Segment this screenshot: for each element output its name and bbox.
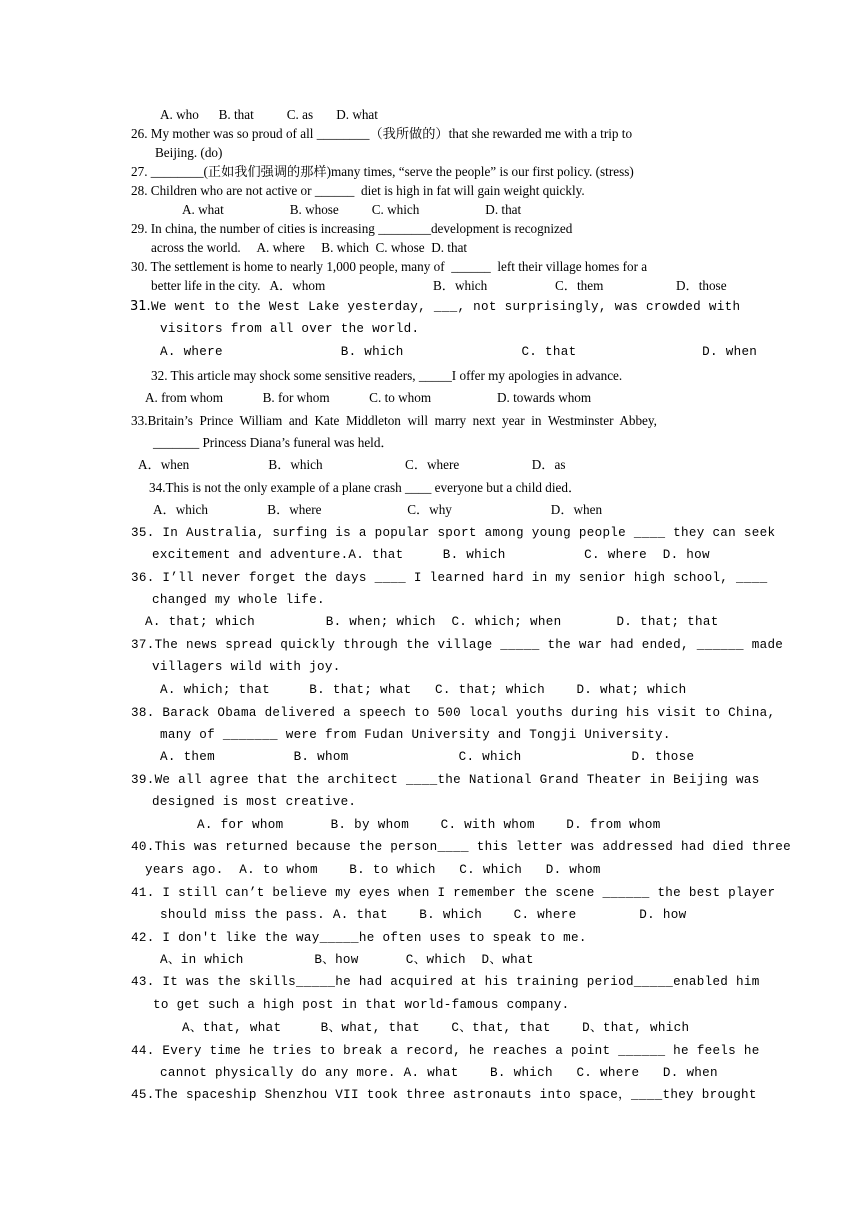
q28-options: A. what B. whose C. which D. that bbox=[182, 202, 522, 217]
question-43-cont: to get such a high post in that world-famous company. bbox=[153, 998, 570, 1012]
question-38: 38. Barack Obama delivered a speech to 500 local youths during his visit to China, bbox=[131, 706, 776, 720]
question-27: 27. ________(正如我们强调的那样)many times, “serve the people” is our first policy. (stress) bbox=[131, 164, 634, 179]
question-33: 33.Britain’s Prince William and Kate Middleton will marry next year in Westminster Abbey, bbox=[131, 413, 657, 428]
q25-options: A. who B. that C. as D. what bbox=[160, 107, 378, 122]
question-32: 32. This article may shock some sensitive readers, _____I offer my apologies in advance. bbox=[151, 368, 623, 383]
question-31-cont: visitors from all over the world. bbox=[160, 322, 420, 336]
question-40-cont: years ago. A. to whom B. to which C. which D. whom bbox=[145, 863, 601, 877]
question-30-cont: better life in the city. A．whom bbox=[151, 278, 326, 293]
question-43: 43. It was the skills_____he had acquired at his training period_____enabled him bbox=[131, 975, 760, 989]
question-31: We went to the West Lake yesterday, ___, not surprisingly, was crowded with bbox=[151, 300, 741, 314]
question-31-number: 31. bbox=[130, 299, 151, 314]
question-30: 30. The settlement is home to nearly 1,000 people, many of ______ left their village homes for a bbox=[131, 259, 648, 274]
q30-option-c: C．them bbox=[555, 278, 604, 293]
question-45: 45.The spaceship Shenzhou VII took three astronauts into space，____they brought bbox=[131, 1088, 757, 1102]
q37-options: A. which; that B. that; what C. that; which D. what; which bbox=[160, 683, 687, 697]
q30-option-b: B．which bbox=[433, 278, 488, 293]
q33-options: A．when B．which C．where D．as bbox=[138, 457, 566, 472]
question-44-cont: cannot physically do any more. A. what B. which C. where D. when bbox=[160, 1066, 718, 1080]
question-29: 29. In china, the number of cities is increasing ________development is recognized bbox=[131, 221, 573, 236]
q43-options: A、that, what B、what, that C、that, that D、that, which bbox=[182, 1021, 690, 1035]
question-44: 44. Every time he tries to break a record, he reaches a point ______ he feels he bbox=[131, 1044, 760, 1058]
question-26: 26. My mother was so proud of all ________（我所做的）that she rewarded me with a trip to bbox=[131, 126, 633, 141]
question-26-cont: Beijing. (do) bbox=[155, 145, 223, 160]
question-36: 36. I’ll never forget the days ____ I learned hard in my senior high school, ____ bbox=[131, 571, 768, 585]
question-29-cont: across the world. A. where B. which C. whose D. that bbox=[151, 240, 468, 255]
q39-options: A. for whom B. by whom C. with whom D. from whom bbox=[197, 818, 661, 832]
question-34: 34.This is not the only example of a plane crash ____ everyone but a child died． bbox=[149, 480, 582, 495]
question-37-cont: villagers wild with joy. bbox=[152, 660, 341, 674]
question-36-cont: changed my whole life. bbox=[152, 593, 325, 607]
question-40: 40.This was returned because the person____ this letter was addressed had died three bbox=[131, 840, 792, 854]
question-37: 37.The news spread quickly through the village _____ the war had ended, ______ made bbox=[131, 638, 784, 652]
question-38-cont: many of _______ were from Fudan University and Tongji University. bbox=[160, 728, 671, 742]
question-42: 42. I don't like the way_____he often uses to speak to me. bbox=[131, 931, 587, 945]
question-33-cont: _______ Princess Diana’s funeral was held． bbox=[153, 435, 394, 450]
question-41-cont: should miss the pass. A. that B. which C. where D. how bbox=[160, 908, 687, 922]
question-35: 35. In Australia, surfing is a popular sport among young people ____ they can seek bbox=[131, 526, 776, 540]
q31-options: A. where B. which C. that D. when bbox=[160, 345, 758, 359]
q38-options: A. them B. whom C. which D. those bbox=[160, 750, 695, 764]
question-35-cont: excitement and adventure.A. that B. which C. where D. how bbox=[152, 548, 710, 562]
q36-options: A. that; which B. when; which C. which; when D. that; that bbox=[145, 615, 719, 629]
q32-options: A. from whom B. for whom C. to whom D. towards whom bbox=[145, 390, 592, 405]
q34-options: A．which B．where C．why D．when bbox=[153, 502, 603, 517]
question-28: 28. Children who are not active or ______ diet is high in fat will gain weight quickly. bbox=[131, 183, 585, 198]
question-39: 39.We all agree that the architect ____the National Grand Theater in Beijing was bbox=[131, 773, 760, 787]
question-39-cont: designed is most creative. bbox=[152, 795, 357, 809]
q30-option-d: D．those bbox=[676, 278, 727, 293]
question-41: 41. I still can’t believe my eyes when I remember the scene ______ the best player bbox=[131, 886, 776, 900]
q42-options: A、in which B、how C、which D、what bbox=[160, 953, 534, 967]
